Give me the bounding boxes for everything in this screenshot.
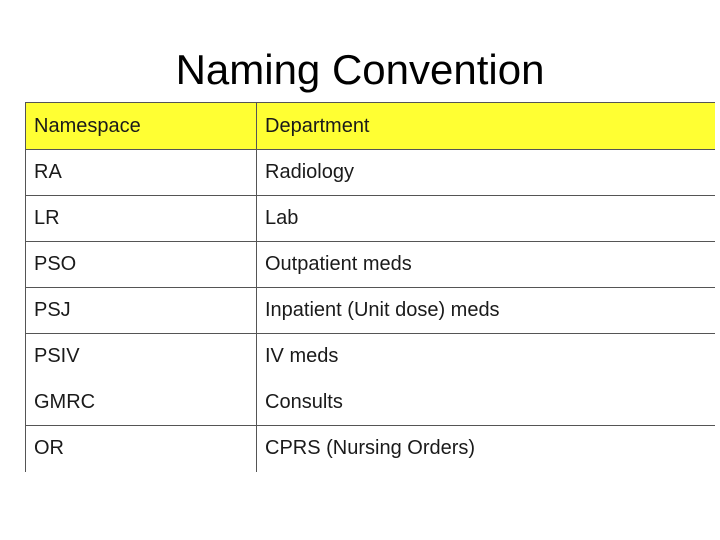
department-cell: CPRS (Nursing Orders) [257,426,716,472]
namespace-cell: PSO [26,242,257,288]
department-cell: Radiology [257,150,716,196]
table-header-row [26,103,716,150]
department-cell: Consults [257,380,716,426]
department-cell: Inpatient (Unit dose) meds [257,288,716,334]
namespace-cell: PSJ [26,288,257,334]
department-cell: IV meds [257,334,716,380]
table-row [26,196,716,242]
naming-table-container [25,102,715,474]
namespace-cell: PSIV [26,334,257,380]
table-row [26,150,716,196]
table-row [26,334,716,380]
table-row [26,380,716,426]
namespace-cell: GMRC [26,380,257,426]
slide-title: Naming Convention [175,46,545,93]
department-cell: Lab [257,196,716,242]
header-namespace: Namespace [26,103,257,150]
table-row [26,288,716,334]
namespace-cell: OR [26,426,257,472]
department-cell: Outpatient meds [257,242,716,288]
table-row [26,426,716,472]
naming-table [25,102,715,472]
namespace-cell: LR [26,196,257,242]
table-row [26,242,716,288]
header-department: Department [257,103,716,150]
namespace-cell: RA [26,150,257,196]
